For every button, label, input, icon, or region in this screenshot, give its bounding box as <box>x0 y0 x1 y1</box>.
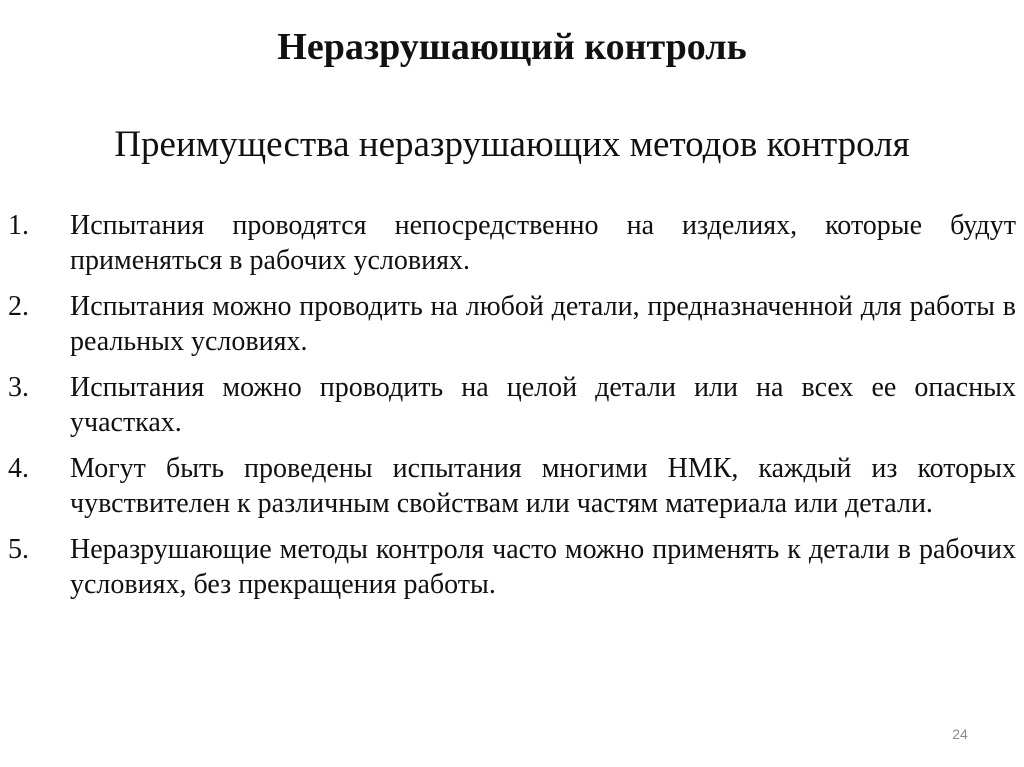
slide-title: Неразрушающий контроль <box>277 26 747 68</box>
list-item-number: 3. <box>8 372 29 403</box>
list-item-text: Испытания можно проводить на целой детали или на всех ее опасных участках. <box>70 372 1016 438</box>
slide-subtitle: Преимущества неразрушающих методов контроля <box>114 124 910 165</box>
list-item <box>8 451 1016 521</box>
page-number: 24 <box>952 726 968 742</box>
list-item <box>8 208 1016 278</box>
list-item <box>8 532 1016 602</box>
list-item-text: Испытания можно проводить на любой детали, предназначенной для работы в реальных условиях. <box>70 291 1016 357</box>
list-item <box>8 289 1016 359</box>
list-item-text: Могут быть проведены испытания многими НМК, каждый из которых чувствителен к различным свойствам или частям материала или детали. <box>70 453 1016 519</box>
list-item-number: 1. <box>8 210 29 241</box>
advantages-list <box>8 208 1016 613</box>
list-item-number: 4. <box>8 453 29 484</box>
list-item-text: Неразрушающие методы контроля часто можно применять к детали в рабочих условиях, без прекращения работы. <box>70 534 1016 600</box>
list-item <box>8 370 1016 440</box>
list-item-text: Испытания проводятся непосредственно на изделиях, которые будут применяться в рабочих условиях. <box>70 210 1016 276</box>
list-item-number: 2. <box>8 291 29 322</box>
list-item-number: 5. <box>8 534 29 565</box>
